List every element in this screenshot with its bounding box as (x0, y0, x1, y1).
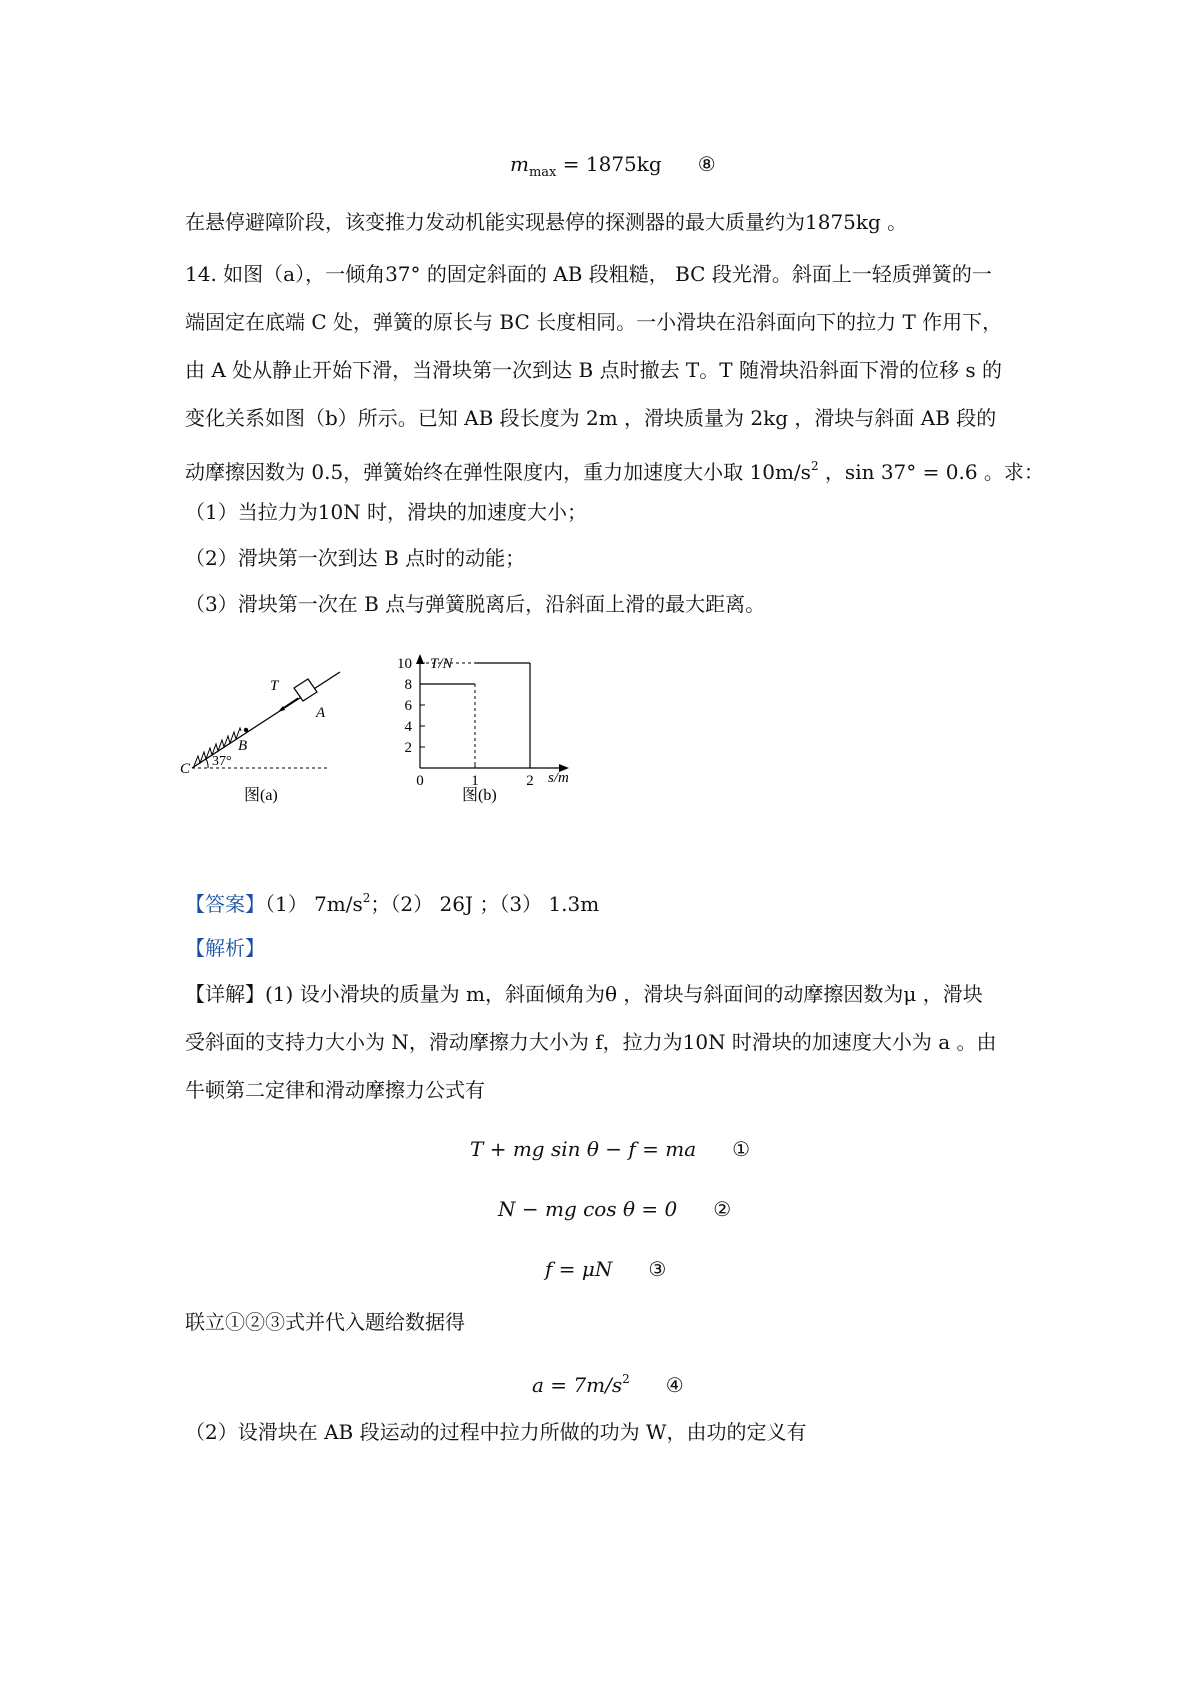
label-angle: 37° (212, 754, 232, 769)
equation-1 (470, 1135, 750, 1163)
label-C: C (180, 761, 191, 777)
eq4-number: ④ (665, 1373, 684, 1397)
label-T: T (270, 678, 279, 694)
equation-3 (545, 1255, 666, 1283)
answer-tag: 【答案】 (185, 892, 265, 916)
x-tick-label: 1 (471, 773, 479, 789)
figure-b-label: 图(b) (462, 787, 497, 804)
label-A: A (316, 705, 326, 721)
answer-line (185, 884, 599, 918)
detail-tag: 【详解】 (185, 982, 265, 1006)
figure-area (180, 656, 610, 880)
combine-line: 联立①②③式并代入题给数据得 (185, 1310, 465, 1334)
sup-2: 2 (810, 459, 819, 473)
detail-line-3: 牛顿第二定律和滑动摩擦力公式有 (185, 1078, 485, 1102)
label-B: B (238, 738, 248, 754)
point-b (244, 728, 248, 732)
detail-line-1 (185, 980, 983, 1008)
eq2-number: ② (713, 1197, 732, 1221)
top-conclusion: 在悬停避障阶段，该变推力发动机能实现悬停的探测器的最大质量约为1875kg 。 (185, 210, 908, 234)
detail-line-2: 受斜面的支持力大小为 N，滑动摩擦力大小为 f，拉力为10N 时滑块的加速度大小为 a 。由 (185, 1030, 997, 1054)
analysis-tag (185, 934, 265, 962)
line5-pre: 动摩擦因数为 0.5，弹簧始终在弹性限度内，重力加速度大小取 10m/s (185, 460, 811, 484)
y-tick-label: 6 (404, 698, 412, 714)
detail-text-1: (1) 设小滑块的质量为 m，斜面倾角为θ ，滑块与斜面间的动摩擦因数为μ ，滑块 (265, 982, 983, 1006)
figure-a-incline (180, 672, 340, 804)
sup-2-answer: 2 (362, 891, 371, 905)
eq-var: m (510, 152, 529, 176)
figures-svg (180, 656, 610, 880)
y-tick-label: 8 (404, 677, 412, 693)
x-axis-label: s/m (548, 770, 569, 786)
figure-b-chart (397, 654, 569, 804)
eq-number: ⑧ (697, 152, 716, 176)
sup-2-eq4: 2 (622, 1372, 630, 1386)
eq2-text: N − mg cos θ = 0 (498, 1197, 678, 1221)
eq-subscript: max (528, 165, 557, 180)
question-1: （1）当拉力为10N 时，滑块的加速度大小； (185, 500, 588, 524)
problem-line-5 (185, 452, 1044, 486)
x-tick-label: 2 (526, 773, 534, 789)
answer-text-1: （1） 7m/s (265, 892, 363, 916)
problem-line-1: 14. 如图（a），一倾角37° 的固定斜面的 AB 段粗糙， BC 段光滑。斜面上一轻质弹簧的一 (185, 262, 992, 286)
answer-text-2: ；（2） 26J ；（3） 1.3m (370, 892, 600, 916)
figure-a-label: 图(a) (244, 787, 278, 804)
problem-line-3: 由 A 处从静止开始下滑，当滑块第一次到达 B 点时撤去 T。T 随滑块沿斜面下滑的位移 s 的 (185, 358, 1002, 382)
equation-8 (510, 150, 716, 187)
part-2-line: （2）设滑块在 AB 段运动的过程中拉力所做的功为 W，由功的定义有 (185, 1420, 807, 1444)
analysis-tag-text: 【解析】 (185, 936, 265, 960)
y-tick-label: 2 (404, 740, 412, 756)
eq1-number: ① (732, 1137, 751, 1161)
y-tick-label: 4 (404, 719, 412, 735)
question-2: （2）滑块第一次到达 B 点时的动能； (185, 546, 526, 570)
y-tick-label: 10 (397, 656, 412, 672)
y-axis-label: T/N (430, 656, 453, 672)
problem-line-4: 变化关系如图（b）所示。已知 AB 段长度为 2m ，滑块质量为 2kg ，滑块与斜面 AB 段的 (185, 406, 997, 430)
angle-arc (206, 759, 208, 768)
problem-line-2: 端固定在底端 C 处，弹簧的原长与 BC 长度相同。一小滑块在沿斜面向下的拉力 T 作用下， (185, 310, 1003, 334)
eq-body: = 1875kg (556, 152, 662, 176)
line5-post: ，sin 37° = 0.6 。求： (818, 460, 1044, 484)
equation-2 (498, 1195, 731, 1223)
eq4-text: a = 7m/s (532, 1373, 623, 1397)
eq1-text: T + mg sin θ − f = ma (470, 1137, 697, 1161)
equation-4 (532, 1365, 684, 1399)
eq3-number: ③ (648, 1257, 667, 1281)
question-3: （3）滑块第一次在 B 点与弹簧脱离后，沿斜面上滑的最大距离。 (185, 592, 766, 616)
x-tick-label: 0 (416, 773, 424, 789)
eq3-text: f = μN (545, 1257, 613, 1281)
